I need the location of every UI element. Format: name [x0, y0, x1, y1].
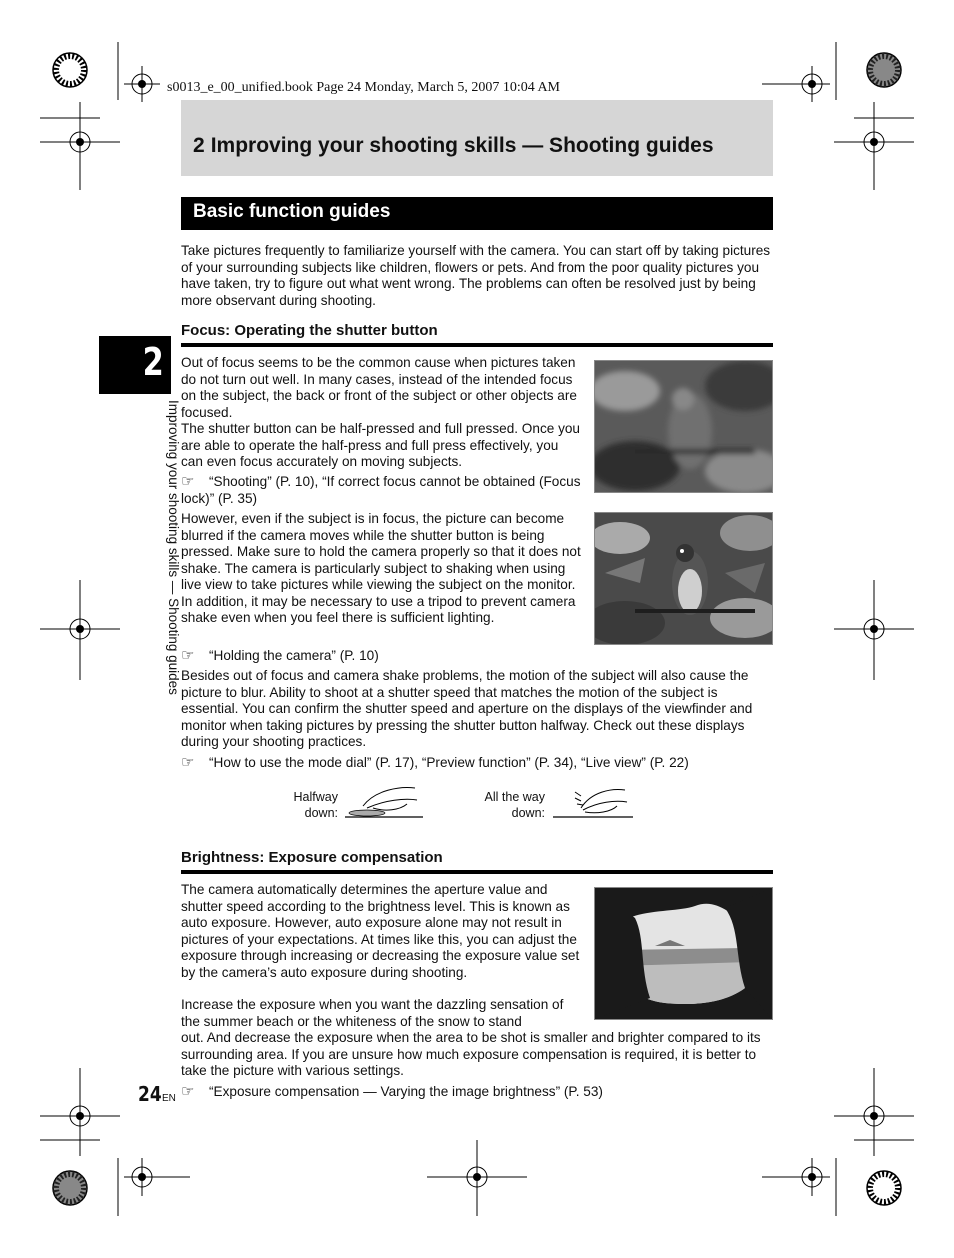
sharp-bird-photo — [594, 512, 773, 645]
sharp-bird-image — [595, 513, 772, 644]
brightness-paragraph-2a: Increase the exposure when you want the dazzling sensation of the summer beach or the whiteness of the snow to stand — [181, 997, 564, 1029]
focus-heading: Focus: Operating the shutter button — [181, 322, 438, 339]
pointing-hand-icon: ☞ — [181, 647, 195, 664]
halfway-caption-line-1: Halfway — [293, 790, 338, 804]
focus-paragraph-3: However, even if the subject is in focus, the picture can become blurred if the camera moves while the shutter button is being pressed. Make sure to hold the camera properly so that it does not shake. The camera is particularly subject to shaking when using live view to take pictures while viewing the subject on the monitor. In addition, it may be necessary to use a tripod to prevent camera shake even when you feel there is sufficient lighting. — [181, 511, 581, 625]
chapter-title — [193, 134, 714, 158]
halfway-caption-line-2: down: — [304, 806, 338, 820]
all-the-way-caption-line-2: down: — [511, 806, 545, 820]
focus-reference-1-text[interactable]: “Shooting” (P. 10), “If correct focus cannot be obtained (Focus lock)” (P. 35) — [181, 474, 581, 506]
all-the-way-caption — [470, 789, 545, 821]
intro-paragraph: Take pictures frequently to familiarize yourself with the camera. You can start off by taking pictures of your surrounding subjects like children, flowers or pets. And from the poor quality pictures you have taken, try to figure out what went wrong. The problems can often be resolved just by being more observant during shooting. — [181, 243, 771, 308]
focus-paragraph-4: Besides out of focus and camera shake problems, the motion of the subject will also cause the picture to blur. Ability to shoot at a shutter speed that matches the motion of the subject is essential. You can confirm the shutter speed and aperture on the displays of the viewfinder and monitor when taking pictures by pressing the shutter button halfway. Check out these displays during your shooting practices. — [181, 668, 753, 749]
brightness-paragraph-2b: out. And decrease the exposure when the area to be shot is smaller and brighter compared to its surrounding area. If you are unsure how much exposure compensation is required, it is better to take the picture with various settings. — [181, 1030, 761, 1078]
blurred-bird-photo — [594, 360, 773, 493]
chapter-number: 2 — [193, 134, 205, 157]
focus-paragraph-2: The shutter button can be half-pressed and full pressed. Once you are able to operate the half-press and full press effectively, you can even focus accurately on moving subjects. — [181, 421, 580, 469]
all-the-way-caption-line-1: All the way — [484, 790, 545, 804]
brightness-paragraph-1: The camera automatically determines the aperture value and shutter speed according to the brightness level. This is known as auto exposure. However, auto exposure alone may not result in pictures of your expectations. At times like this, you can adjust the exposure through increasing or decreasing the exposure value set by the camera’s auto exposure during shooting. — [181, 882, 580, 980]
chapter-tab-number: 2 — [142, 340, 164, 384]
focus-reference-2 — [181, 648, 581, 665]
focus-reference-1 — [181, 474, 581, 507]
blurred-bird-image — [595, 361, 772, 492]
focus-paragraph-1: Out of focus seems to be the common cause when pictures taken do not turn out well. In many cases, instead of the intended focus on the subject, the back or front of the subject or other objects are focused. — [181, 355, 577, 420]
running-chapter-title: Improving your shooting skills — Shooting guides — [166, 400, 181, 695]
cave-beach-photo — [594, 887, 773, 1020]
pointing-hand-icon: ☞ — [181, 473, 195, 490]
focus-rule — [181, 343, 773, 347]
brightness-reference — [181, 1084, 773, 1101]
page-number: 24 — [138, 1082, 162, 1106]
full-press-illustration — [553, 784, 635, 822]
focus-reference-2-text[interactable]: “Holding the camera” (P. 10) — [209, 648, 379, 663]
chapter-title-text: Improving your shooting skills — Shooting guides — [210, 134, 714, 157]
halfway-press-illustration — [345, 784, 425, 822]
brightness-heading: Brightness: Exposure compensation — [181, 849, 443, 866]
halfway-caption — [280, 789, 338, 821]
section-title: Basic function guides — [193, 201, 391, 222]
focus-reference-3-text[interactable]: “How to use the mode dial” (P. 17), “Preview function” (P. 34), “Live view” (P. 22) — [209, 755, 689, 770]
brightness-rule — [181, 870, 773, 874]
brightness-reference-text[interactable]: “Exposure compensation — Varying the image brightness” (P. 53) — [209, 1084, 603, 1099]
page-language: EN — [162, 1093, 176, 1104]
pointing-hand-icon: ☞ — [181, 1083, 195, 1100]
focus-reference-3 — [181, 755, 773, 772]
print-header: s0013_e_00_unified.book Page 24 Monday, March 5, 2007 10:04 AM — [167, 80, 560, 95]
cave-beach-image — [595, 888, 772, 1019]
pointing-hand-icon: ☞ — [181, 754, 195, 771]
